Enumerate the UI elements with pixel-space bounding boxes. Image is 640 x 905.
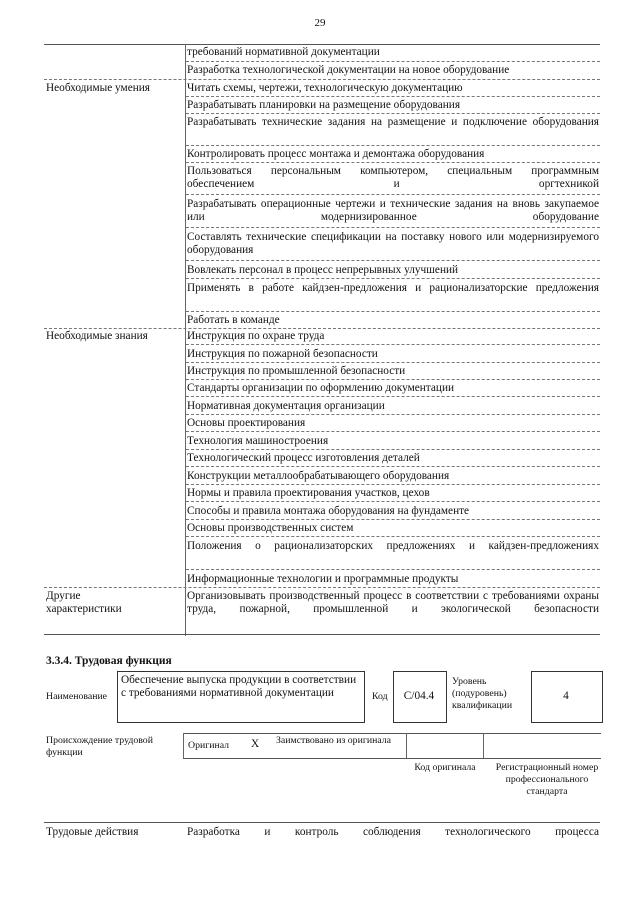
knowledge-item: Инструкция по охране труда (187, 330, 325, 342)
original-mark: X (251, 738, 260, 750)
code-label: Код (372, 691, 388, 702)
knowledge-item (187, 540, 599, 553)
skill-item-text: Пользоваться персональным компьютером, специальным программным обеспечением и оргтехникой (187, 165, 599, 190)
code-value: C/04.4 (403, 690, 435, 702)
name-label: Наименование (46, 691, 108, 702)
knowledge-item: Технология машиностроения (187, 435, 329, 447)
knowledge-item: Конструкции металлообрабатывающего оборудования (187, 470, 450, 482)
level-label: Уровень (подуровень) квалификации (452, 676, 513, 711)
level-value: 4 (563, 690, 569, 702)
knowledge-item: Способы и правила монтажа оборудования на фундаменте (187, 505, 470, 517)
page-number: 29 (314, 17, 326, 29)
knowledge-label: Необходимые знания (46, 330, 148, 342)
table-bottom-rule (44, 634, 600, 635)
section-heading: 3.3.4. Трудовая функция (46, 655, 172, 667)
other-label (46, 590, 122, 616)
name-value: Обеспечение выпуска продукции в соответствии с требованиями нормативной документации (121, 674, 357, 699)
skill-item (187, 116, 599, 129)
code-original-label: Код оригинала (414, 762, 476, 773)
other-label-line2: характеристики (46, 603, 122, 615)
actions-first-item (187, 826, 599, 839)
skill-item (187, 282, 599, 295)
skill-item: Вовлекать персонал в процесс непрерывных улучшений (187, 264, 459, 276)
other-text (187, 590, 599, 616)
skill-item (187, 165, 599, 191)
table-column-divider (185, 44, 186, 636)
skill-item: Разрабатывать планировки на размещение оборудования (187, 99, 461, 111)
reg-number-label: Регистрационный номер профессионального стандарта (495, 762, 599, 797)
skill-item (187, 231, 599, 257)
skill-item: Работать в команде (187, 314, 280, 326)
skill-item: Контролировать процесс монтажа и демонтажа оборудования (187, 148, 485, 160)
knowledge-item-text: Положения о рационализаторских предложениях и кайдзен-предложениях (187, 540, 599, 552)
skill-cell: Разработка технологической документации на новое оборудование (187, 64, 510, 76)
knowledge-item: Информационные технологии и программные продукты (187, 573, 459, 585)
other-label-line1: Другие (46, 590, 81, 602)
skill-item-text: Применять в работе кайдзен-предложения и рационализаторские предложения (187, 282, 599, 294)
skill-item-text: Составлять технические спецификации на поставку нового или модернизируемого оборудования (187, 231, 599, 256)
skill-item (187, 198, 599, 224)
knowledge-item: Стандарты организации по оформлению документации (187, 382, 455, 394)
knowledge-item: Основы проектирования (187, 417, 306, 429)
skills-label: Необходимые умения (46, 82, 150, 94)
knowledge-cell: требований нормативной документации (187, 46, 380, 58)
skill-item: Читать схемы, чертежи, технологическую документацию (187, 82, 463, 94)
knowledge-item: Инструкция по промышленной безопасности (187, 365, 406, 377)
table-top-rule (44, 44, 600, 45)
skill-item-text: Разрабатывать операционные чертежи и технические задания на вновь закупаемое или модернизированное оборудование (187, 198, 599, 223)
actions-label: Трудовые действия (46, 826, 139, 838)
borrowed-label: Заимствовано из оригинала (276, 735, 391, 746)
knowledge-item: Нормы и правила проектирования участков, цехов (187, 487, 430, 499)
knowledge-item: Нормативная документация организации (187, 400, 385, 412)
knowledge-item: Технологический процесс изготовления деталей (187, 452, 420, 464)
origin-label: Происхождение трудовой функции (46, 735, 153, 758)
knowledge-item: Инструкция по пожарной безопасности (187, 348, 378, 360)
actions-first-text: Разработка и контроль соблюдения технологического процесса (187, 826, 599, 838)
knowledge-item: Основы производственных систем (187, 522, 354, 534)
other-text-content: Организовывать производственный процесс в соответствии с требованиями охраны труда, пожарной, промышленной и экологической безопасности (187, 590, 599, 615)
original-label: Оригинал (188, 740, 230, 751)
skill-item-text: Разрабатывать технические задания на размещение и подключение оборудования (187, 116, 599, 128)
